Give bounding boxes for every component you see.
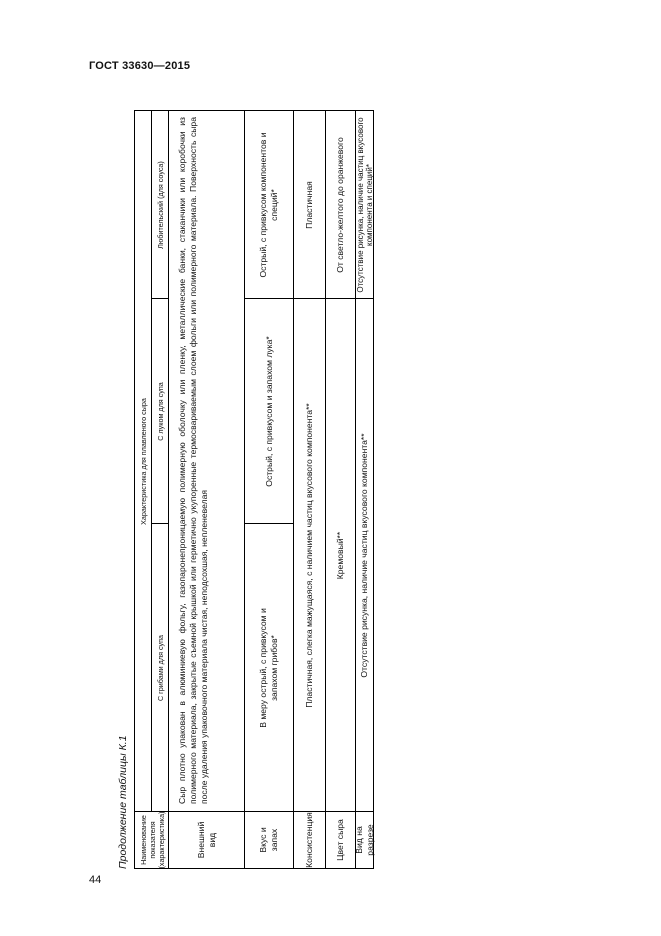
rotated-table-block bbox=[117, 110, 374, 869]
row-label-appearance: Внешний вид bbox=[195, 821, 217, 859]
header-col-mushroom: С грибами для супа bbox=[155, 634, 165, 702]
cell-cut-mushroom-onion: Отсутствие рисунка, наличие частиц вкусового компонента** bbox=[359, 433, 369, 678]
header-indicator: Наименование показателя (характеристика) bbox=[138, 811, 166, 869]
cell-taste-amateur: Острый, с привкусом компонентов и специй* bbox=[258, 132, 279, 278]
cell-appearance: Сыр плотно упакован в алюминиевую фольгу, газопаронепроницаемую полимерную оболочку или пленку, металлические банки, стаканчики или коробочки из полимерного материала, закрытые съемной крышкой или герметично укупоренные термосвариваемым слоем фольги или полимерного материала. Поверхность сыра после удаления упаковочного материала чистая, неподсохшая, непленевелая bbox=[177, 117, 209, 804]
cell-consistency-mushroom-onion: Пластичная, слегка мажущаяся, с наличием частиц вкусового компонента** bbox=[304, 403, 314, 708]
header-group: Характеристика для плавленого сыра bbox=[138, 398, 148, 525]
page-number: 44 bbox=[89, 874, 102, 886]
row-label-color: Цвет сыра bbox=[335, 819, 345, 861]
row-label-taste: Вкус и запах bbox=[258, 827, 279, 853]
cell-taste-mushroom: В меру острый, с привкусом и запахом грибов* bbox=[258, 608, 279, 728]
row-label-consistency: Консистенция bbox=[304, 812, 314, 868]
header-col-onion: С луком для супа bbox=[155, 382, 165, 441]
document-header: ГОСТ 33630—2015 bbox=[89, 60, 191, 72]
cell-color-mushroom-onion: Кремовый** bbox=[335, 531, 345, 580]
cell-color-amateur: От светло-желтого до оранжевого bbox=[335, 137, 345, 273]
cell-cut-amateur: Отсутствие рисунка, наличие частиц вкусового компонента и специй* bbox=[355, 117, 374, 293]
table-caption: Продолжение таблицы К.1 bbox=[117, 735, 129, 869]
header-col-amateur: Любительский (для соуса) bbox=[155, 161, 165, 249]
row-label-cut: Вид на разрезе bbox=[353, 824, 375, 856]
cell-taste-onion: Острый, с привкусом и запахом лука* bbox=[263, 336, 274, 487]
characteristics-table bbox=[134, 110, 374, 869]
cell-consistency-amateur: Пластичная bbox=[304, 181, 314, 229]
